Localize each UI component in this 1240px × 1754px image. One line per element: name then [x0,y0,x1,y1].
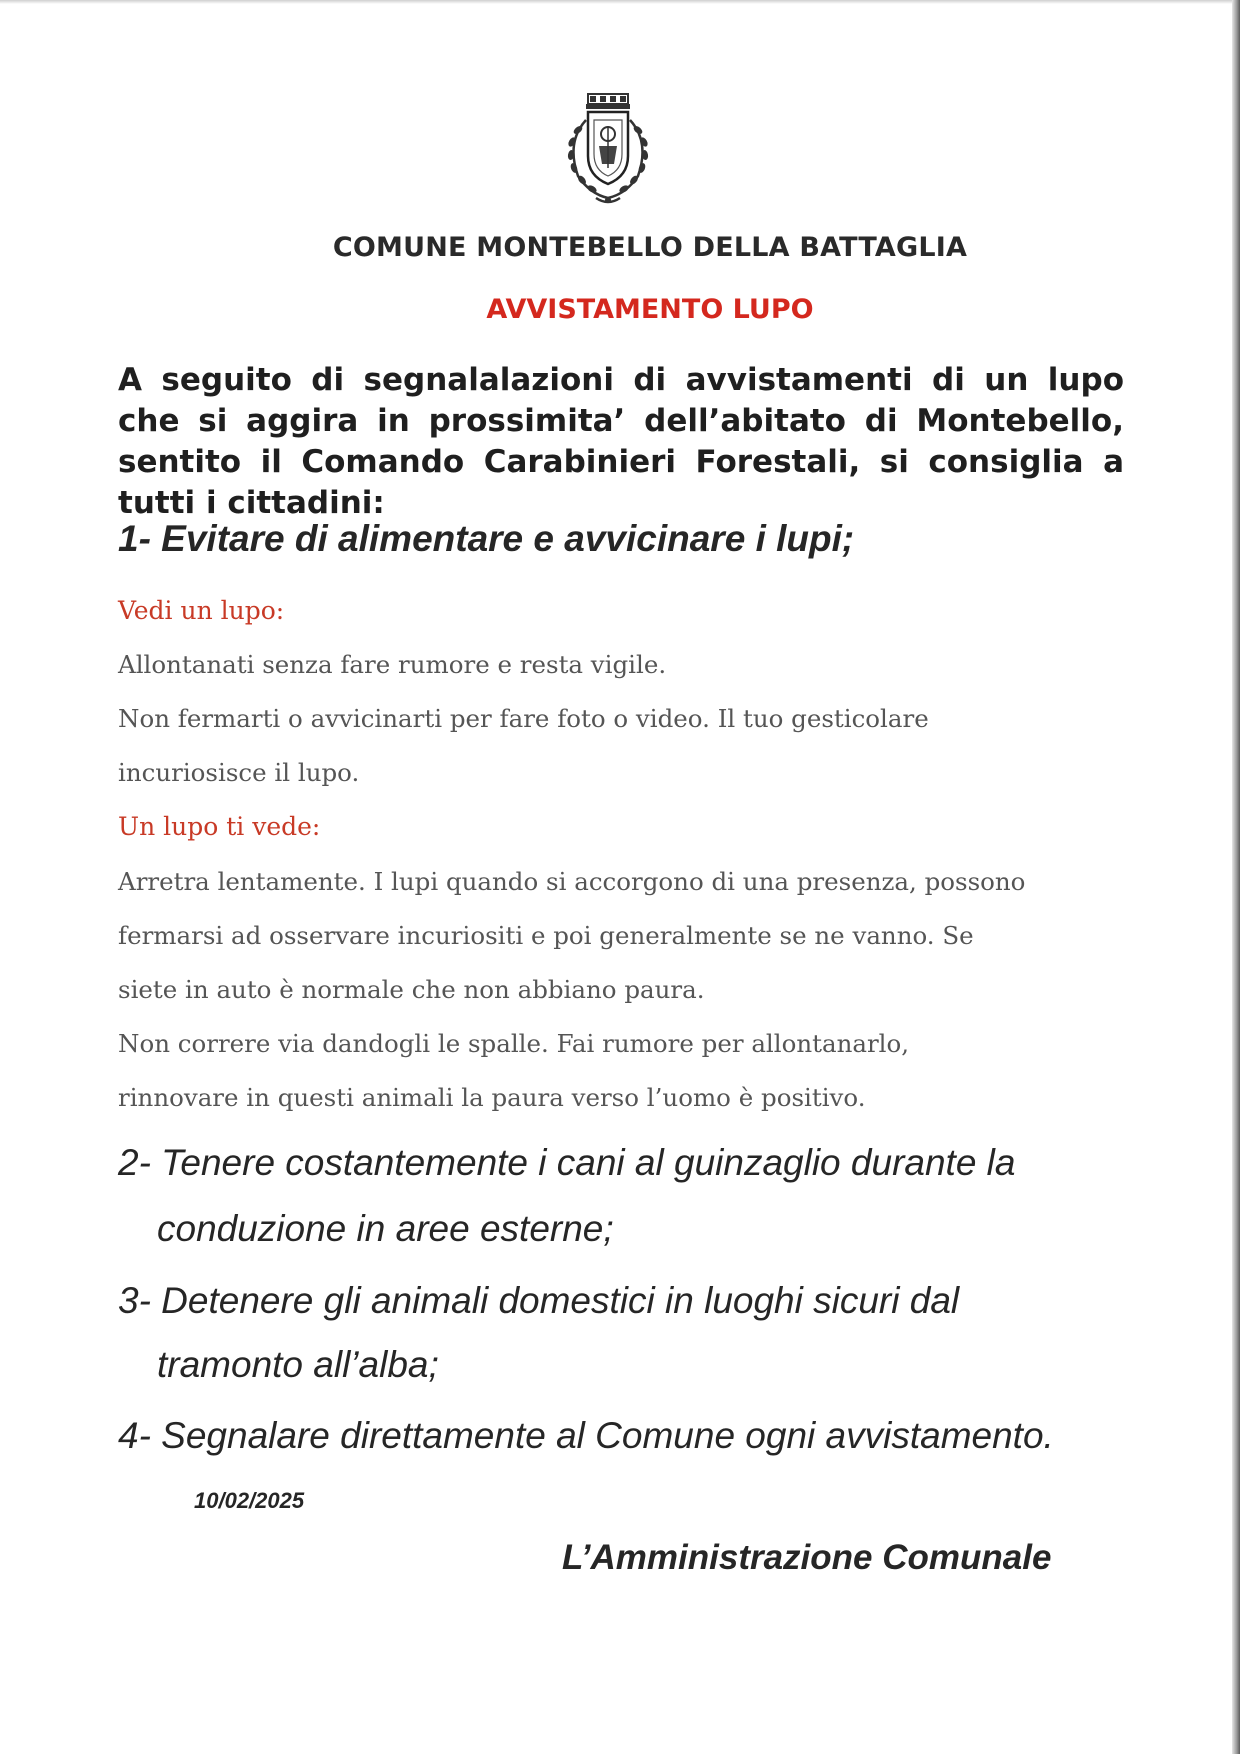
subheading-see-wolf: Vedi un lupo: [118,596,285,625]
intro-paragraph: A seguito di segnalalazioni di avvistamenti di un lupo che si aggira in prossimita’ dell’abitato di Montebello, sentito il Comando Carabinieri Forestali, si consiglia a tutti i cittadini: [118,362,1124,521]
municipality-name: COMUNE MONTEBELLO DELLA BATTAGLIA [332,232,968,263]
notice-title: AVVISTAMENTO LUPO [486,294,814,325]
municipal-coat-of-arms-icon [552,90,664,208]
wolf-sees-you-line: fermarsi ad osservare incuriositi e poi generalmente se ne vanno. Se [118,921,974,950]
advice-item-1: 1- Evitare di alimentare e avvicinare i lupi; [118,518,855,559]
subheading-wolf-sees-you: Un lupo ti vede: [118,812,321,841]
wolf-sees-you-line: rinnovare in questi animali la paura verso l’uomo è positivo. [118,1083,866,1112]
wolf-sees-you-line: Non correre via dandogli le spalle. Fai rumore per allontanarlo, [118,1029,910,1058]
wolf-sees-you-line: Arretra lentamente. I lupi quando si accorgono di una presenza, possono [118,867,1026,896]
advice-item-3: 3- Detenere gli animali domestici in luoghi sicuri dal [118,1280,960,1321]
advice-item-4: 4- Segnalare direttamente al Comune ogni avvistamento. [118,1415,1054,1456]
advice-item-2-continued: conduzione in aree esterne; [157,1208,614,1249]
wolf-sees-you-line: siete in auto è normale che non abbiano paura. [118,975,705,1004]
advice-item-3-continued: tramonto all’alba; [157,1344,439,1385]
see-wolf-line: incuriosisce il lupo. [118,758,360,787]
advice-item-2: 2- Tenere costantemente i cani al guinzaglio durante la [118,1142,1016,1183]
see-wolf-line: Non fermarti o avvicinarti per fare foto o video. Il tuo gesticolare [118,704,929,733]
signature: L’Amministrazione Comunale [562,1538,1052,1577]
see-wolf-line: Allontanati senza fare rumore e resta vigile. [118,650,667,679]
notice-date: 10/02/2025 [194,1488,305,1513]
